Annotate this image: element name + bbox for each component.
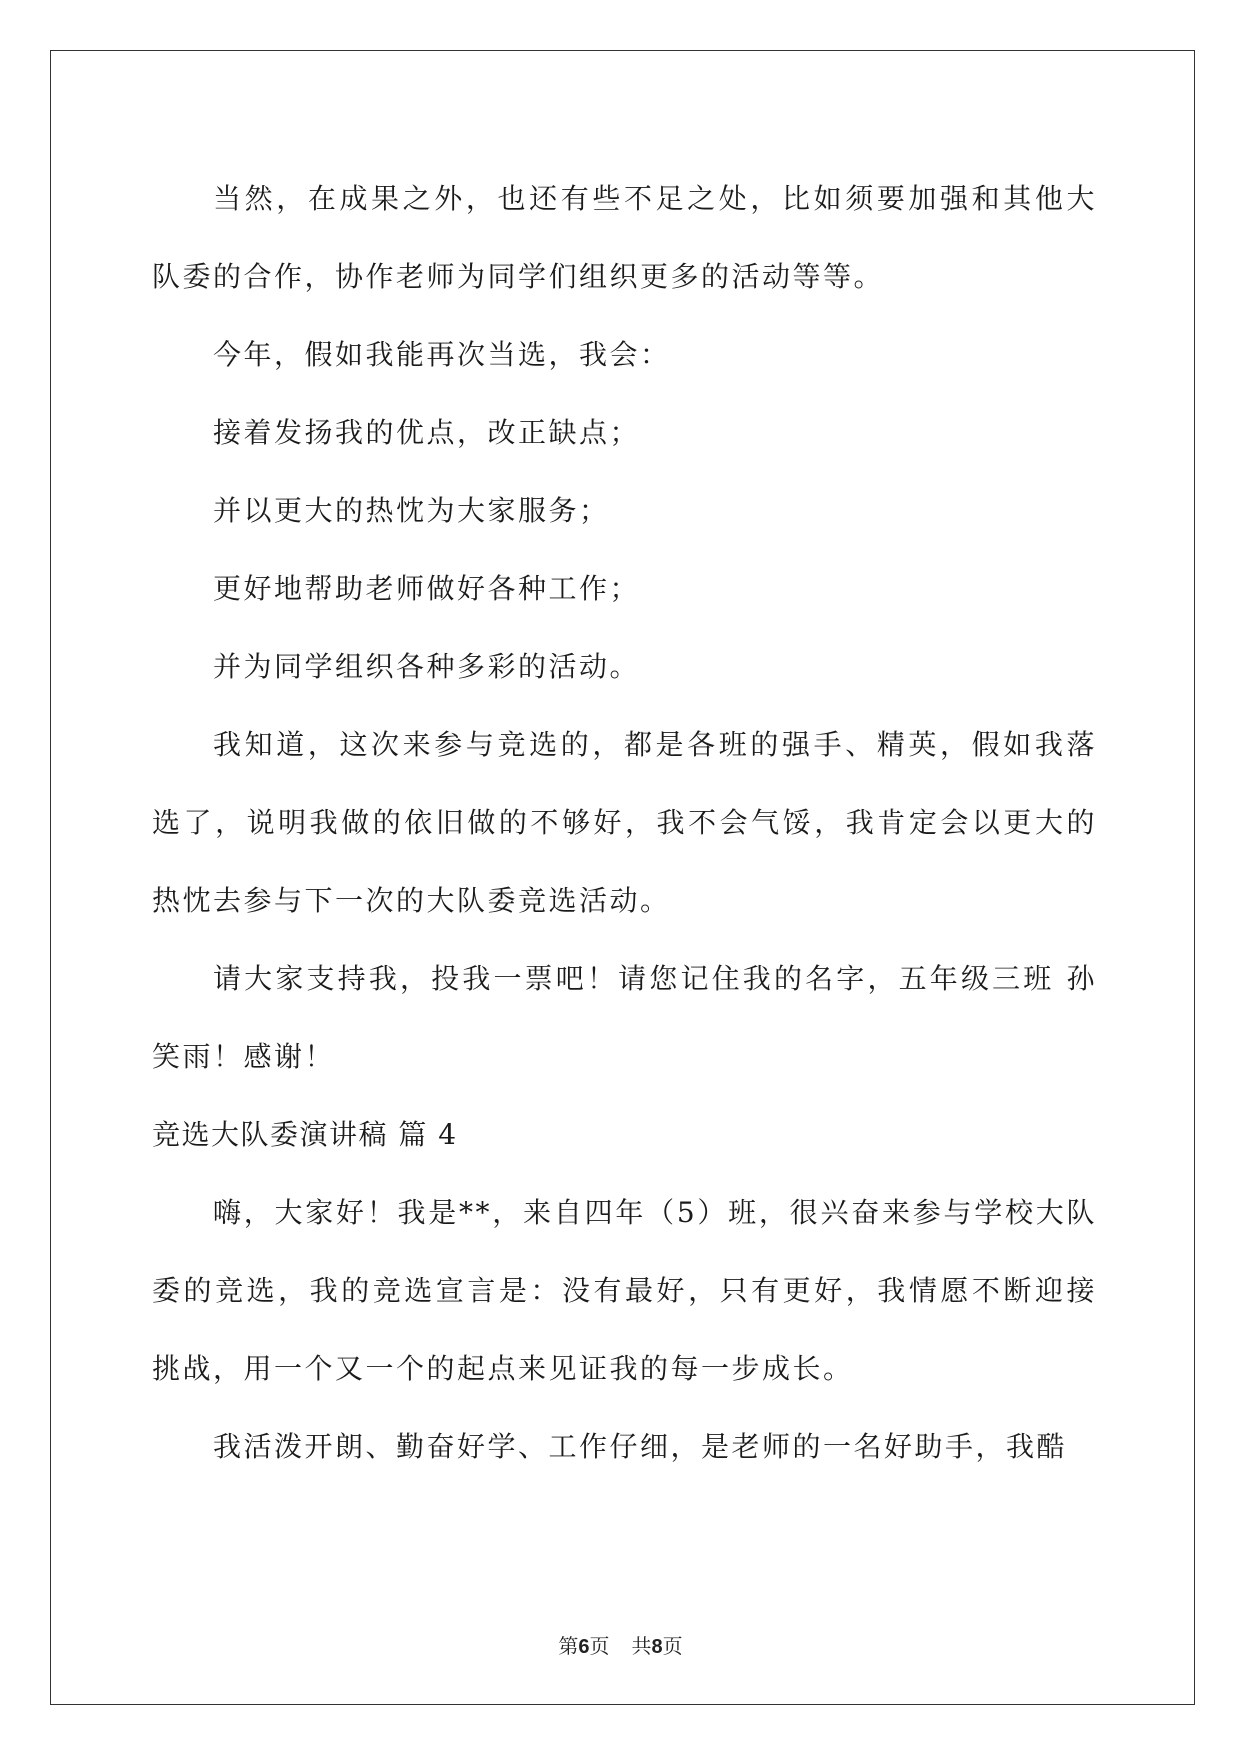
paragraph: 接着发扬我的优点，改正缺点；: [213, 416, 641, 449]
page-suffix: 页: [589, 1634, 610, 1658]
paragraph: 当然，在成果之外，也还有些不足之处，比如须要加强和其他大队委的合作，协作老师为同学们组织更多的活动等等。: [152, 182, 1097, 293]
paragraph: 更好地帮助老师做好各种工作；: [213, 572, 641, 605]
page-number: 6: [578, 1636, 590, 1658]
paragraph: 并为同学组织各种多彩的活动。: [213, 650, 641, 683]
total-prefix: 共: [631, 1634, 652, 1658]
paragraph: 请大家支持我，投我一票吧！请您记住我的名字，五年级三班 孙笑雨！感谢！: [152, 962, 1097, 1073]
total-pages: 8: [651, 1636, 663, 1658]
page-prefix: 第: [558, 1634, 579, 1658]
paragraph: 我活泼开朗、勤奋好学、工作仔细，是老师的一名好助手，我酷: [213, 1430, 1068, 1463]
document-body: [152, 160, 1097, 1486]
paragraph: 我知道，这次来参与竞选的，都是各班的强手、精英，假如我落选了，说明我做的依旧做的不够好，我不会气馁，我肯定会以更大的热忱去参与下一次的大队委竞选活动。: [152, 728, 1097, 917]
paragraph: 嗨，大家好！我是**，来自四年（5）班，很兴奋来参与学校大队委的竞选，我的竞选宣言是：没有最好，只有更好，我情愿不断迎接挑战，用一个又一个的起点来见证我的每一步成长。: [152, 1196, 1097, 1385]
paragraph: 今年，假如我能再次当选，我会：: [213, 338, 671, 371]
page-footer: [0, 1630, 1241, 1659]
section-heading: 竞选大队委演讲稿 篇 4: [152, 1118, 458, 1151]
total-suffix: 页: [662, 1634, 683, 1658]
paragraph: 并以更大的热忱为大家服务；: [213, 494, 610, 527]
